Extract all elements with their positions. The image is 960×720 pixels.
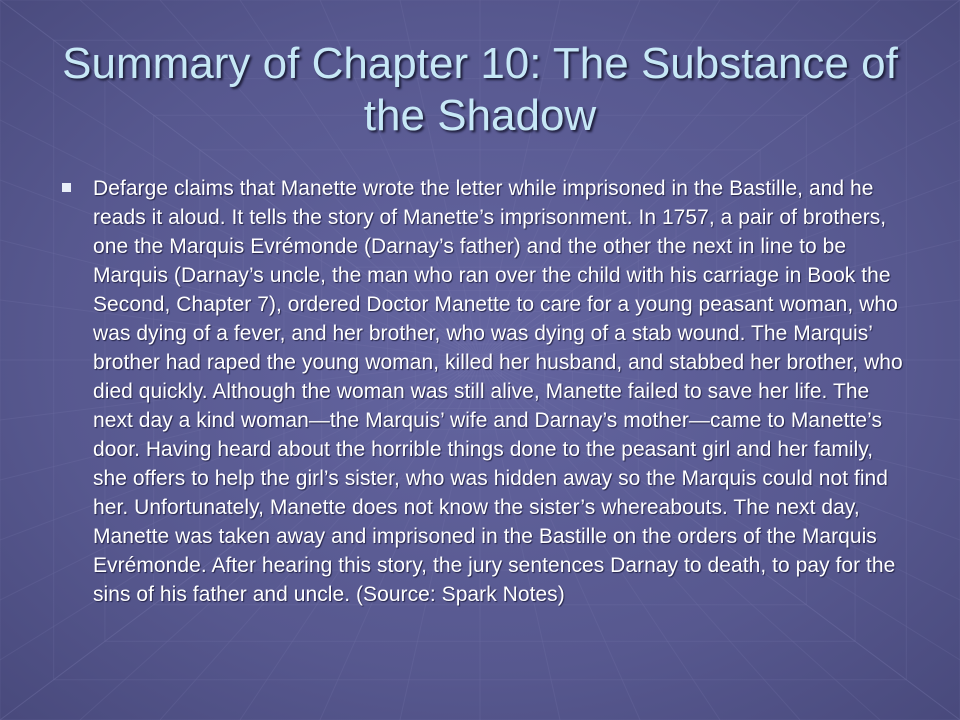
slide-title: Summary of Chapter 10: The Substance of the Shadow [62, 39, 898, 140]
slide-body [62, 174, 908, 609]
bullet-text: Defarge claims that Manette wrote the letter while imprisoned in the Bastille, and he reads it aloud. It tells the story of Manette’s imprisonment. In 1757, a pair of brothers, one the Marquis Evrémonde (Darnay’s father) and the other the next in line to be Marquis (Darnay’s uncle, the man who ran over the child with his carriage in Book the Second, Chapter 7), ordered Doctor Manette to care for a young peasant woman, who was dying of a fever, and her brother, who was dying of a stab wound. The Marquis’ brother had raped the young woman, killed her husband, and stabbed her brother, who died quickly. Although the woman was still alive, Manette failed to save her life. The next day a kind woman—the Marquis’ wife and Darnay’s mother—came to Manette’s door. Having heard about the horrible things done to the peasant girl and her family, she offers to help the girl’s sister, who was hidden away so the Marquis could not find her. Unfortunately, Manette does not know the sister’s whereabouts. The next day, Manette was taken away and imprisoned in the Bastille on the orders of the Marquis Evrémonde. After hearing this story, the jury sentences Darnay to death, to pay for the sins of his father and uncle. (Source: Spark Notes) [93, 177, 903, 606]
square-bullet-icon [62, 183, 71, 192]
bullet-item [62, 174, 908, 609]
